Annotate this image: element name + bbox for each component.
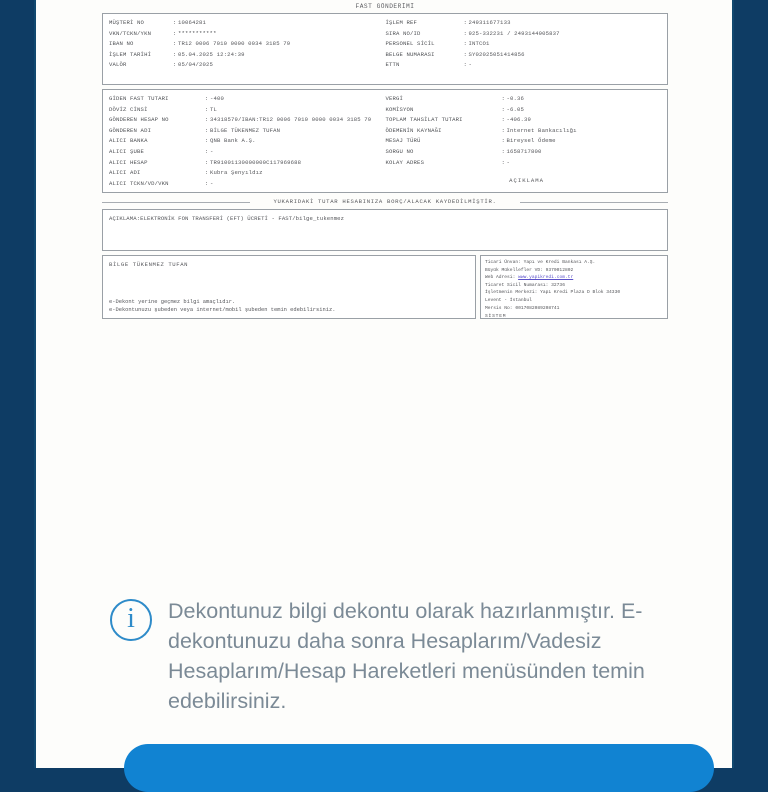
receipt-header-box bbox=[102, 13, 668, 85]
transfer-left-column bbox=[109, 94, 386, 189]
field-value: - bbox=[468, 61, 473, 69]
field-separator: : bbox=[173, 40, 177, 48]
field-separator: : bbox=[501, 116, 506, 124]
field-value: 10064281 bbox=[178, 19, 207, 26]
field-vergi bbox=[386, 94, 663, 105]
notice-line bbox=[102, 197, 668, 207]
field-separator: : bbox=[501, 147, 506, 155]
field-value: 05/04/2025 bbox=[178, 61, 214, 69]
field-musteri-no bbox=[109, 18, 386, 29]
bank-info-line: Ticaret Sicil Numarası: 32736 bbox=[485, 282, 565, 288]
description-text: AÇIKLAMA:ELEKTRONİK FON TRANSFERİ (EFT) ÜCRETİ - FAST/bilge_tukenmez bbox=[109, 215, 345, 222]
field-giden-fast-tutari bbox=[109, 94, 386, 105]
field-label: PERSONEL SİCİL bbox=[385, 40, 435, 48]
field-label: MESAJ TÜRÜ bbox=[385, 137, 421, 145]
header-left-column bbox=[109, 18, 386, 71]
field-alici-hesap bbox=[109, 158, 386, 169]
document-page bbox=[36, 0, 732, 768]
field-value: - bbox=[210, 147, 214, 155]
notice-rule-left bbox=[102, 202, 250, 203]
field-separator: : bbox=[205, 179, 209, 187]
field-separator: : bbox=[501, 137, 506, 145]
field-label: KOMİSYON bbox=[385, 105, 414, 113]
field-gonderen-adi bbox=[109, 126, 386, 137]
field-label: VKN/TCKN/YKN bbox=[109, 29, 152, 37]
field-value: TR12 0006 7010 0000 0034 3185 79 bbox=[178, 40, 291, 48]
field-value: - bbox=[506, 158, 511, 166]
field-separator: : bbox=[205, 95, 209, 102]
field-separator: : bbox=[463, 50, 468, 58]
field-value: 1658717800 bbox=[506, 147, 542, 155]
field-alici-banka bbox=[109, 136, 386, 147]
notice-text: YUKARIDAKİ TUTAR HESABINIZA BORÇ/ALACAK KAYDEDİLMİŞTİR. bbox=[273, 198, 497, 205]
field-separator: : bbox=[205, 147, 209, 155]
info-circle-icon: i bbox=[110, 599, 152, 641]
bank-info-line: Ticari Ünvan: Yapı ve Kredi Bankası A.Ş. bbox=[485, 260, 596, 265]
field-value: TL bbox=[210, 105, 218, 113]
field-separator: : bbox=[463, 40, 468, 48]
footnote-line: e-Dekont yerine geçmez bilgi amaçlıdır. bbox=[109, 298, 236, 305]
bank-info-line: Büyük Mükellefler VD: 9370012802 bbox=[485, 267, 574, 273]
field-label: DÖVİZ CİNSİ bbox=[109, 105, 148, 113]
field-separator: : bbox=[501, 126, 506, 134]
transfer-right-column bbox=[386, 94, 663, 189]
info-message bbox=[110, 596, 730, 716]
field-separator: : bbox=[205, 169, 209, 177]
field-islem-ref bbox=[386, 18, 663, 29]
field-toplam-tahsilat-tutari bbox=[386, 115, 663, 126]
field-label: İŞLEM TARİHİ bbox=[109, 50, 152, 58]
field-value: 249311677133 bbox=[468, 19, 511, 26]
field-value: SY02025051414856 bbox=[468, 50, 525, 58]
field-separator: : bbox=[173, 29, 177, 37]
field-vkn-tckn-ykn bbox=[109, 29, 386, 40]
field-value: -6.05 bbox=[506, 105, 525, 113]
field-alici-tckn-vd-vkn bbox=[109, 179, 386, 190]
field-islem-tarihi bbox=[109, 50, 386, 61]
field-value: - bbox=[210, 179, 214, 187]
field-separator: : bbox=[205, 126, 209, 134]
account-holder-box bbox=[102, 255, 476, 319]
bank-info-system-label: SİSTEM bbox=[485, 314, 507, 320]
field-sorgu-no bbox=[386, 147, 663, 158]
footnotes bbox=[109, 298, 335, 315]
field-label: ALICI HESAP bbox=[109, 158, 148, 166]
footer-panels bbox=[102, 255, 668, 323]
field-label: SIRA NO/ID bbox=[385, 29, 421, 37]
field-label: ALICI TCKN/VD/VKN bbox=[109, 179, 169, 187]
field-separator: : bbox=[501, 95, 506, 102]
field-separator: : bbox=[173, 61, 177, 69]
bank-info-line: Mersis No: 0017082089208741 bbox=[485, 305, 560, 311]
field-alici-sube bbox=[109, 147, 386, 158]
field-label: SORGU NO bbox=[385, 147, 414, 155]
field-alici-adi bbox=[109, 168, 386, 179]
bank-info-web-line bbox=[485, 274, 663, 282]
right-navy-band bbox=[732, 0, 768, 768]
footnote-line: e-Dekontunuzu şubeden veya internet/mobil şubeden temin edebilirsiniz. bbox=[109, 307, 336, 314]
notice-rule-right bbox=[520, 202, 668, 203]
description-box bbox=[102, 209, 668, 251]
header-right-column bbox=[386, 18, 663, 71]
field-valor bbox=[109, 60, 386, 71]
field-value: Kubra Şenyıldız bbox=[210, 169, 263, 177]
field-label: ÖDEMENİN KAYNAĞI bbox=[385, 126, 442, 134]
aciklama-label: AÇIKLAMA bbox=[509, 177, 544, 185]
field-belge-numarasi bbox=[386, 50, 663, 61]
bank-info-box bbox=[480, 255, 668, 319]
field-sira-no-id bbox=[386, 29, 663, 40]
field-label: GİDEN FAST TUTARI bbox=[109, 95, 169, 102]
field-value: Bireysel Ödeme bbox=[506, 137, 556, 145]
field-label: GÖNDEREN ADI bbox=[109, 126, 152, 134]
field-label: IBAN NO bbox=[109, 40, 134, 48]
field-separator: : bbox=[463, 61, 468, 69]
field-label: VERGİ bbox=[385, 95, 404, 102]
receipt-document bbox=[102, 0, 668, 323]
account-holder-name: BİLGE TÜKENMEZ TUFAN bbox=[109, 261, 189, 268]
primary-cta-button[interactable] bbox=[124, 744, 714, 792]
transfer-detail-box bbox=[102, 89, 668, 193]
field-value: -0.36 bbox=[506, 95, 525, 102]
field-mesaj-turu bbox=[386, 136, 663, 147]
field-label: BELGE NUMARASI bbox=[385, 50, 435, 58]
receipt-title: FAST GÖNDERİMİ bbox=[355, 3, 415, 10]
right-band-edge bbox=[732, 0, 734, 768]
bank-web-label: Web Adresi: bbox=[485, 275, 519, 281]
info-message-text: Dekontunuz bilgi dekontu olarak hazırlanmıştır. E-dekontunuzu daha sonra Hesaplarım/Vadesiz Hesaplarım/Hesap Hareketleri menüsünden temin edebilirsiniz. bbox=[168, 599, 645, 713]
field-value: 34318579/IBAN:TR12 0006 7010 0000 0034 3185 79 bbox=[210, 116, 372, 124]
field-value: -406.39 bbox=[506, 116, 532, 124]
field-value: -400 bbox=[210, 95, 225, 102]
field-label: ALICI ADI bbox=[109, 169, 141, 177]
field-doviz-cinsi bbox=[109, 105, 386, 116]
field-value: BİLGE TÜKENMEZ TUFAN bbox=[210, 126, 281, 134]
field-value: INTCO1 bbox=[468, 40, 490, 48]
field-label: ALICI BANKA bbox=[109, 137, 148, 145]
field-gonderen-hesap-no bbox=[109, 115, 386, 126]
field-separator: : bbox=[501, 158, 506, 166]
left-navy-band bbox=[0, 0, 36, 768]
field-separator: : bbox=[205, 105, 209, 113]
field-separator: : bbox=[463, 29, 468, 37]
field-separator: : bbox=[173, 50, 177, 58]
field-value: QNB Bank A.Ş. bbox=[210, 137, 256, 145]
field-separator: : bbox=[205, 137, 209, 145]
field-value: *********** bbox=[178, 29, 217, 37]
field-label: GÖNDEREN HESAP NO bbox=[109, 116, 169, 124]
field-iban-no bbox=[109, 39, 386, 50]
field-label: KOLAY ADRES bbox=[385, 158, 425, 166]
field-label: VALÖR bbox=[109, 61, 127, 69]
field-separator: : bbox=[205, 116, 209, 124]
field-odemenin-kaynagi bbox=[386, 126, 663, 137]
field-kolay-adres bbox=[386, 158, 663, 169]
field-separator: : bbox=[173, 19, 177, 26]
field-separator: : bbox=[205, 158, 209, 166]
field-label: İŞLEM REF bbox=[385, 19, 418, 26]
field-value: 925-332231 / 2493144905837 bbox=[468, 29, 560, 37]
field-value: TR91001130000000C117969688 bbox=[210, 158, 302, 166]
field-label: ALICI ŞUBE bbox=[109, 147, 145, 155]
field-ettn bbox=[386, 60, 663, 71]
field-label: TOPLAM TAHSİLAT TUTARI bbox=[385, 116, 463, 124]
field-value: 05.04.2025 12:24:39 bbox=[178, 50, 245, 58]
bank-info-line: İşletmenin Merkezi: Yapı Kredi Plaza D Blok 34330 bbox=[485, 290, 621, 296]
bank-info-line: Levent - İstanbul bbox=[485, 297, 532, 303]
field-personel-sicil bbox=[386, 39, 663, 50]
field-separator: : bbox=[501, 105, 506, 113]
field-label: MÜŞTERİ NO bbox=[109, 19, 145, 26]
field-value: Internet Bankacılığı bbox=[506, 126, 577, 134]
field-komisyon bbox=[386, 105, 663, 116]
bank-website-link[interactable]: www.yapikredi.com.tr bbox=[518, 275, 574, 281]
field-label: ETTN bbox=[385, 61, 400, 69]
field-separator: : bbox=[463, 19, 468, 26]
